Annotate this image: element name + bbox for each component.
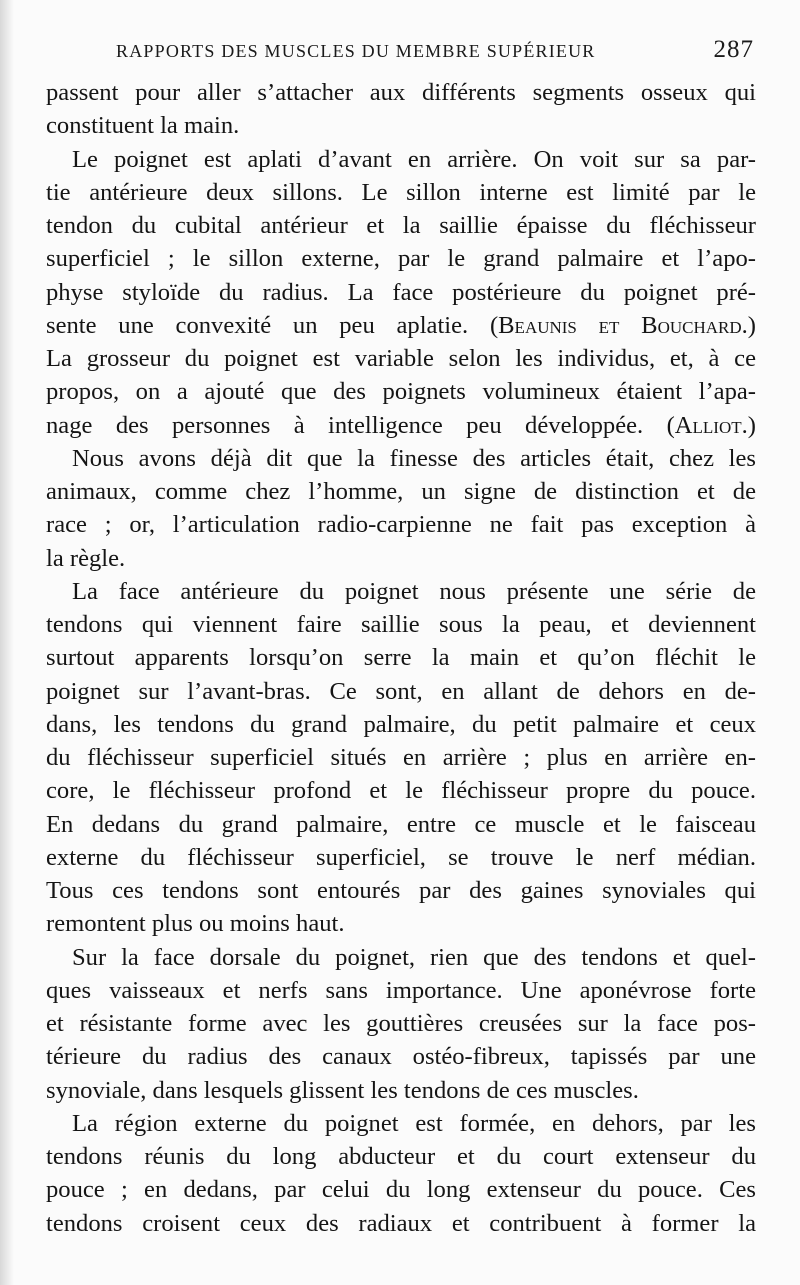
text-line: Tous ces tendons sont entourés par des gaines synoviales qui — [46, 877, 756, 904]
paragraph — [46, 941, 756, 1107]
text-line: externe du fléchisseur superficiel, se trouve le nerf médian. — [46, 843, 756, 871]
page-edge-shadow — [0, 0, 14, 1285]
text-line: passent pour aller s’attacher aux différents segments osseux qui — [46, 79, 756, 106]
text-line: Nous avons déjà dit que la finesse des articles était, chez les — [72, 444, 756, 472]
paragraph — [46, 1107, 756, 1240]
running-head — [116, 38, 756, 68]
text-line: tendons croisent ceux des radiaux et contribuent à former la — [46, 1209, 756, 1237]
text-line: En dedans du grand palmaire, entre ce muscle et le faisceau — [46, 810, 756, 838]
paragraph — [46, 442, 756, 575]
text-line: superficiel ; le sillon externe, par le grand palmaire et l’apo- — [46, 245, 756, 273]
text-line: du fléchisseur superficiel situés en arrière ; plus en arrière en- — [46, 744, 756, 771]
text-line: physe styloïde du radius. La face postérieure du poignet pré- — [46, 278, 756, 306]
body-text — [46, 76, 756, 1240]
text-line: tie antérieure deux sillons. Le sillon interne est limité par le — [46, 178, 756, 206]
text-line: La région externe du poignet est formée, en dehors, par les — [72, 1109, 756, 1137]
text-line: La grosseur du poignet est variable selon les individus, et, à ce — [46, 345, 756, 372]
text-line: remontent plus ou moins haut. — [46, 910, 345, 938]
text-line: core, le fléchisseur profond et le fléchisseur propre du pouce. — [46, 777, 756, 805]
text-line: dans, les tendons du grand palmaire, du petit palmaire et ceux — [46, 710, 756, 738]
text-line: et résistante forme avec les gouttières creusées sur la face pos- — [46, 1010, 756, 1037]
text-line: la règle. — [46, 544, 126, 572]
text-line: térieure du radius des canaux ostéo-fibreux, tapissés par une — [46, 1043, 756, 1071]
text-line: Le poignet est aplati d’avant en arrière. On voit sur sa par- — [72, 145, 756, 173]
text-line: constituent la main. — [46, 112, 240, 140]
running-head-title: RAPPORTS DES MUSCLES DU MEMBRE SUPÉRIEUR — [116, 41, 596, 61]
text-line: pouce ; en dedans, par celui du long extenseur du pouce. Ces — [46, 1176, 756, 1204]
text-line: race ; or, l’articulation radio-carpienne ne fait pas exception à — [46, 511, 756, 539]
text-line: tendons réunis du long abducteur et du court extenseur du — [46, 1143, 756, 1170]
page-number: 287 — [713, 36, 754, 63]
text-line: animaux, comme chez l’homme, un signe de distinction et de — [46, 478, 756, 505]
text-line: tendons qui viennent faire saillie sous la peau, et deviennent — [46, 611, 756, 638]
text-line: tendon du cubital antérieur et la saillie épaisse du fléchisseur — [46, 212, 756, 239]
text-line: nage des personnes à intelligence peu développée. (Alliot.) — [46, 411, 756, 439]
paragraph — [46, 575, 756, 941]
text-line: Sur la face dorsale du poignet, rien que des tendons et quel- — [72, 943, 756, 971]
text-line: surtout apparents lorsqu’on serre la main et qu’on fléchit le — [46, 644, 756, 672]
text-line: poignet sur l’avant-bras. Ce sont, en allant de dehors en de- — [46, 677, 756, 705]
text-line: synoviale, dans lesquels glissent les tendons de ces muscles. — [46, 1076, 639, 1104]
paragraph — [46, 76, 756, 143]
text-line: ques vaisseaux et nerfs sans importance. Une aponévrose forte — [46, 976, 756, 1004]
text-line: propos, on a ajouté que des poignets volumineux étaient l’apa- — [46, 378, 756, 406]
paragraph — [46, 143, 756, 442]
text-line: sente une convexité un peu aplatie. (Beaunis et Bouchard.) — [46, 311, 756, 339]
text-line: La face antérieure du poignet nous présente une série de — [72, 577, 756, 605]
